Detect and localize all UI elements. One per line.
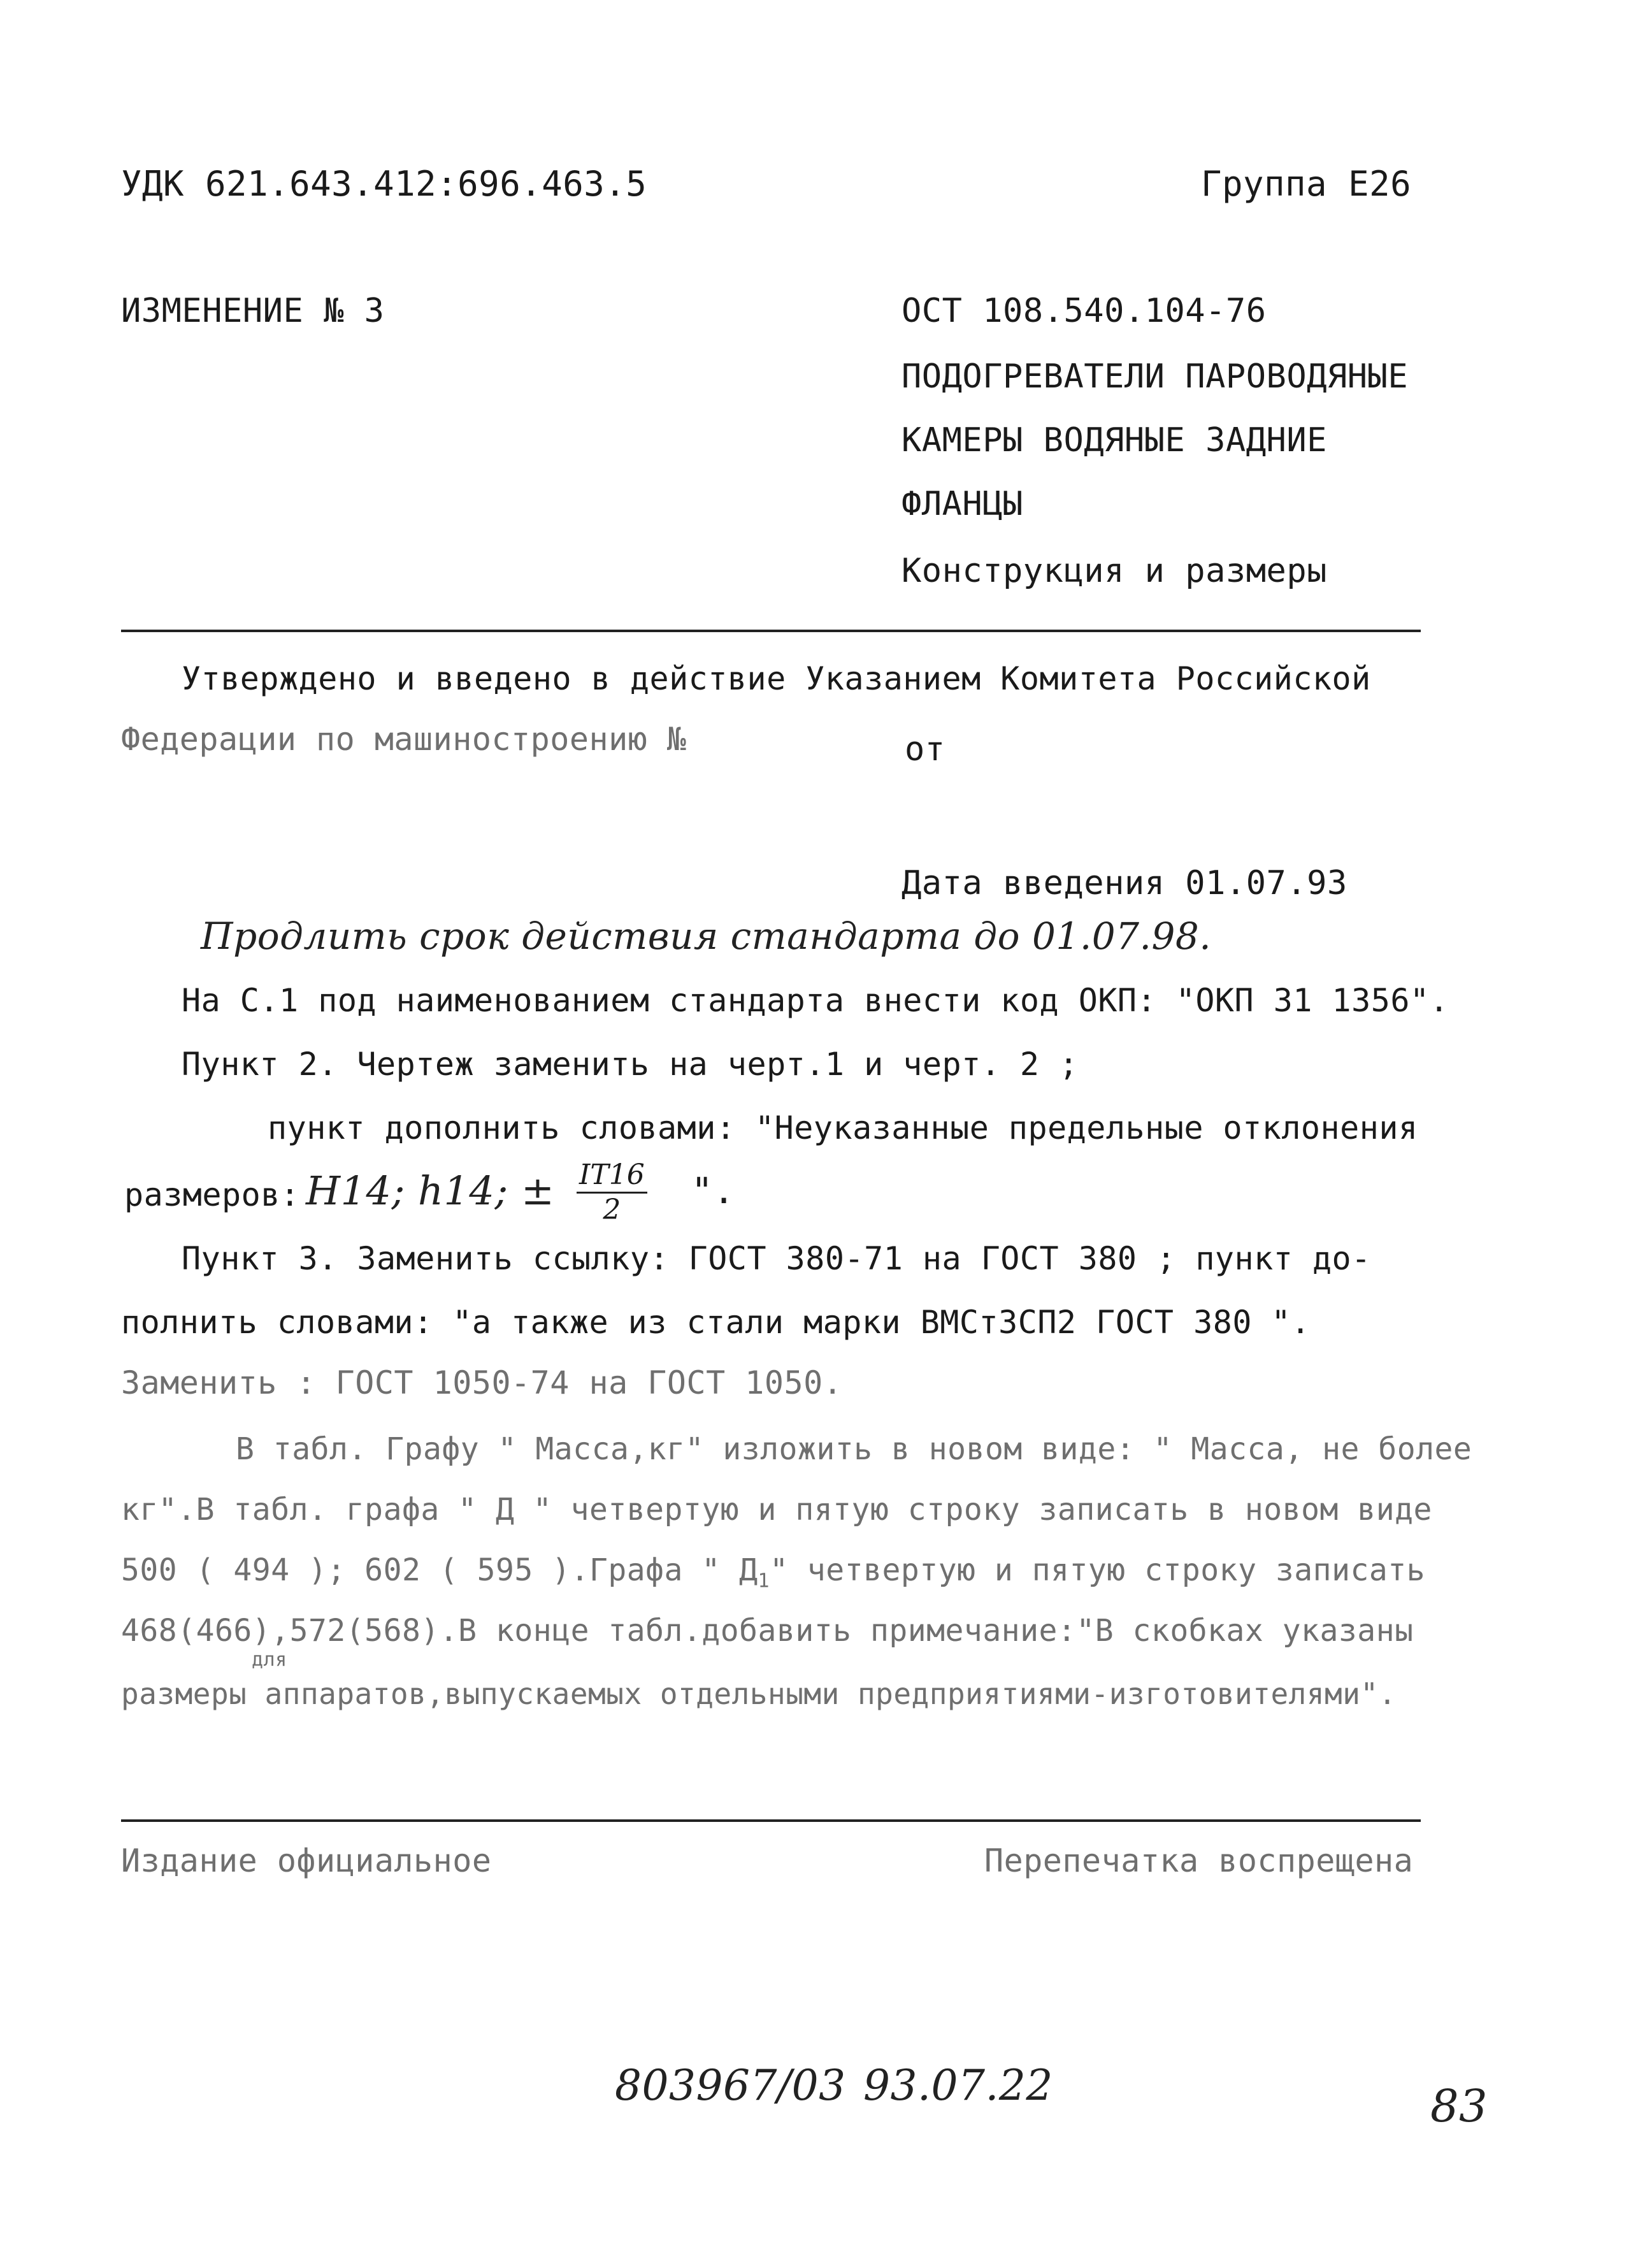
handwritten-registration-number: 803967/03 bbox=[615, 2061, 846, 2110]
handwritten-page-number: 83 bbox=[1430, 2080, 1488, 2132]
body-line-values-a bbox=[121, 1552, 1426, 1593]
body-line-values-a-part-2: " четвертую и пятую строку записать bbox=[770, 1552, 1426, 1588]
body-line-okp: На С.1 под наименованием стандарта внести код ОКП: "ОКП 31 1356". bbox=[182, 982, 1449, 1019]
body-line-item-2: Пункт 2. Чертеж заменить на черт.1 и черт. 2 ; bbox=[182, 1046, 1079, 1083]
handwritten-tolerances: H14; h14; ± bbox=[306, 1167, 555, 1214]
body-line-mass-column: В табл. Графу " Масса,кг" изложить в новом виде: " Масса, не более bbox=[236, 1431, 1472, 1467]
body-line-note: размеры аппаратов,выпускаемых отдельными предприятиями-изготовителями". bbox=[121, 1677, 1397, 1711]
tolerance-fraction-numerator: IT16 bbox=[577, 1161, 647, 1194]
body-line-values-b: 468(466),572(568).В конце табл.добавить примечание:"В скобках указаны bbox=[121, 1613, 1414, 1649]
handwritten-registration-date: 93.07.22 bbox=[863, 2061, 1053, 2110]
d1-subscript: 1 bbox=[758, 1570, 770, 1593]
standard-subtitle: Конструкция и размеры bbox=[902, 552, 1327, 590]
standard-title-line-2: КАМЕРЫ ВОДЯНЫЕ ЗАДНИЕ bbox=[902, 421, 1327, 459]
body-line-replace-gost: Заменить : ГОСТ 1050-74 на ГОСТ 1050. bbox=[121, 1364, 843, 1401]
body-line-item-2-addition: пункт дополнить словами: "Неуказанные предельные отклонения bbox=[268, 1109, 1418, 1146]
introduction-date: Дата введения 01.07.93 bbox=[902, 864, 1347, 902]
header-divider bbox=[121, 630, 1421, 632]
footer-divider bbox=[121, 1819, 1421, 1822]
tolerance-fraction-denominator: 2 bbox=[603, 1194, 621, 1226]
standard-code: ОСТ 108.540.104-76 bbox=[902, 292, 1267, 330]
handwritten-extension-note: Продлить срок действия стандарта до 01.07.98. bbox=[201, 914, 1212, 958]
body-line-item-3: Пункт 3. Заменить ссылку: ГОСТ 380-71 на ГОСТ 380 ; пункт до- bbox=[182, 1240, 1371, 1277]
change-number: ИЗМЕНЕНИЕ № 3 bbox=[121, 292, 385, 330]
group-code: Группа Е26 bbox=[1201, 164, 1412, 204]
approval-line-1: Утверждено и введено в действие Указанием Комитета Российской bbox=[182, 660, 1371, 697]
official-edition-label: Издание официальное bbox=[121, 1842, 492, 1879]
standard-title-line-3: ФЛАНЦЫ bbox=[902, 485, 1023, 523]
body-line-inserted-word: для bbox=[252, 1649, 287, 1671]
tolerance-fraction bbox=[577, 1161, 647, 1224]
body-line-item-3-addition: полнить словами: "а также из стали марки ВМСт3СП2 ГОСТ 380 ". bbox=[121, 1304, 1311, 1341]
body-line-tolerances-suffix: ". bbox=[691, 1171, 735, 1212]
udk-code: УДК 621.643.412:696.463.5 bbox=[121, 164, 647, 204]
approval-from: от bbox=[905, 730, 945, 769]
body-line-tolerances-prefix: размеров: bbox=[124, 1176, 300, 1213]
body-line-d-column: кг".В табл. графа " Д " четвертую и пятую строку записать в новом виде bbox=[121, 1492, 1432, 1528]
approval-line-2: Федерации по машиностроению № bbox=[121, 721, 687, 758]
standard-title-line-1: ПОДОГРЕВАТЕЛИ ПАРОВОДЯНЫЕ bbox=[902, 358, 1409, 396]
body-line-values-a-part-1: 500 ( 494 ); 602 ( 595 ).Графа " Д bbox=[121, 1552, 758, 1588]
reprint-prohibited-label: Перепечатка воспрещена bbox=[984, 1842, 1414, 1879]
